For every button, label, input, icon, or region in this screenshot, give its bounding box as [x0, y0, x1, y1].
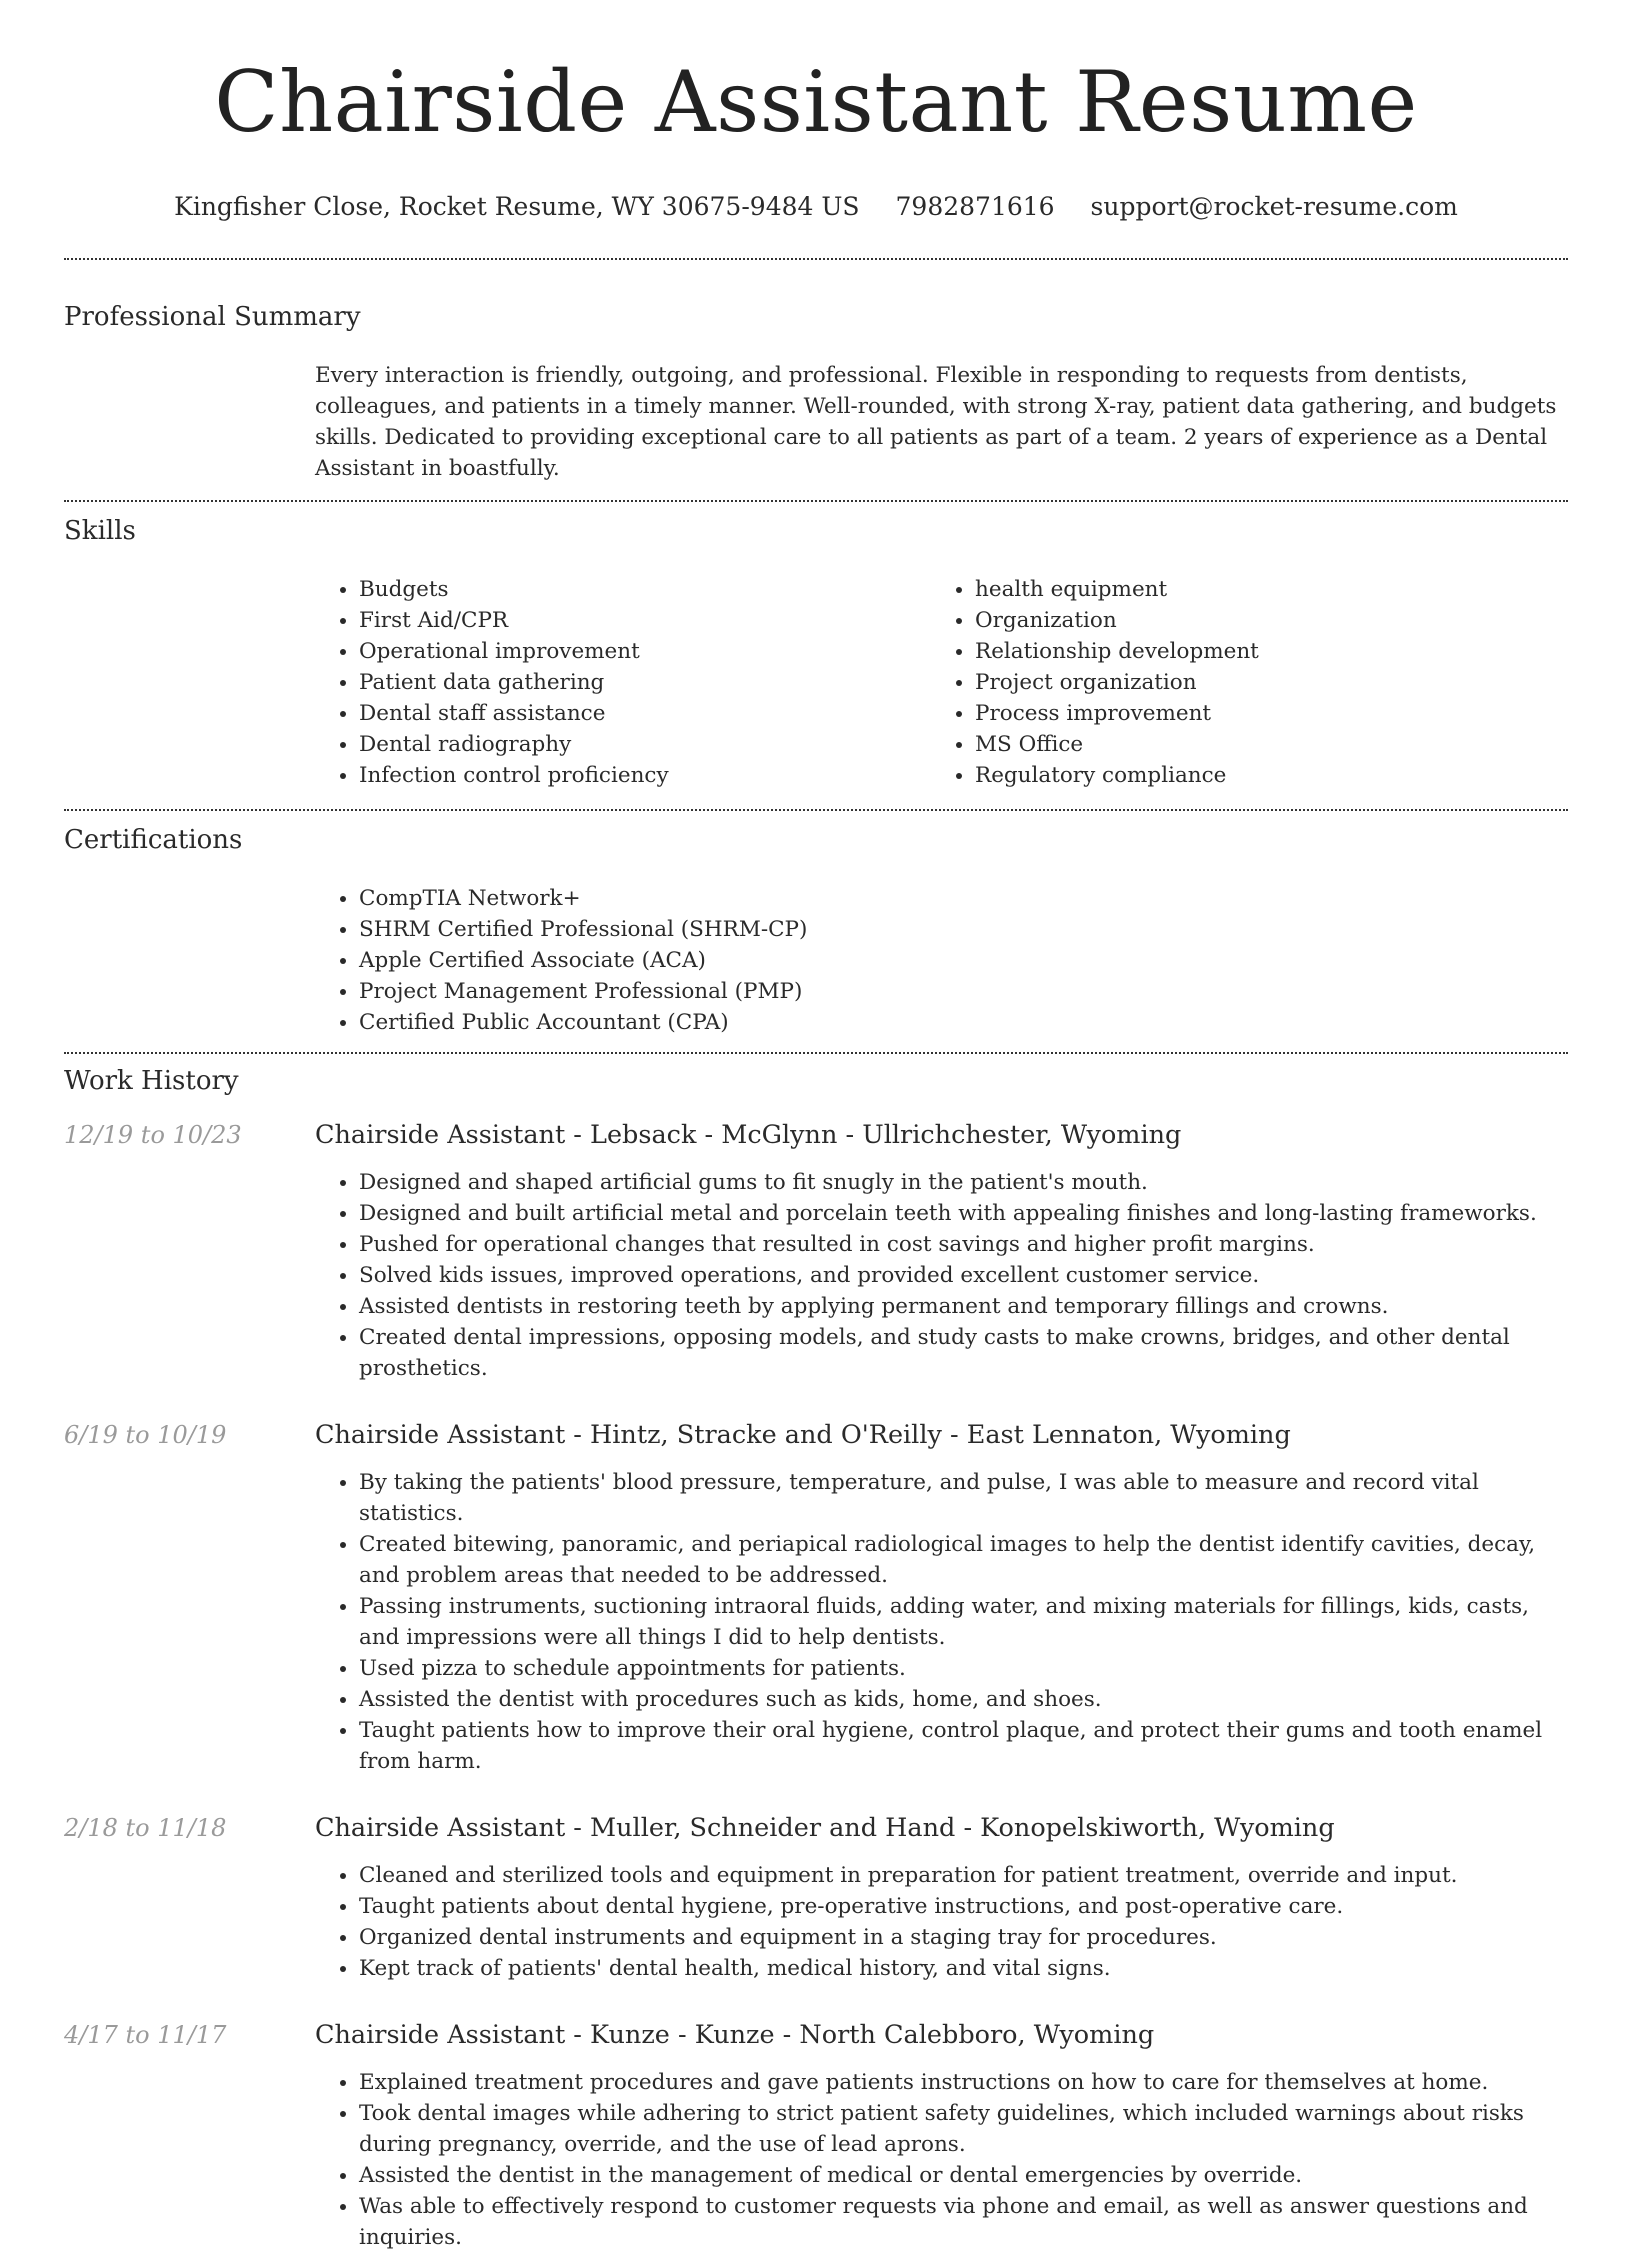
job-title: Chairside Assistant - Kunze - Kunze - North Calebboro, Wyoming: [315, 2020, 1155, 2050]
skills-grid: [315, 574, 1568, 809]
skill-item: • First Aid/CPR: [359, 605, 931, 636]
contact-address: Kingfisher Close, Rocket Resume, WY 30675-9484 US: [174, 192, 860, 221]
skill-item: • Dental staff assistance: [359, 698, 931, 729]
job-body: [315, 1811, 1568, 1984]
skills-column-left: [315, 574, 931, 791]
skill-item: • Regulatory compliance: [975, 760, 1547, 791]
certification-item: • SHRM Certified Professional (SHRM-CP): [359, 914, 1568, 945]
job-bullet: • Assisted the dentist in the management of medical or dental emergencies by override.: [359, 2160, 1568, 2191]
skills-section: [64, 502, 1568, 809]
job-bullet: • Cleaned and sterilized tools and equipment in preparation for patient treatment, override and input.: [359, 1860, 1568, 1891]
skill-item: • Budgets: [359, 574, 931, 605]
certification-item: • CompTIA Network+: [359, 883, 1568, 914]
job-body: [315, 1118, 1568, 1384]
skill-item: • Patient data gathering: [359, 667, 931, 698]
job-bullet: • Organized dental instruments and equipment in a staging tray for procedures.: [359, 1922, 1568, 1953]
job-bullet: • Passing instruments, suctioning intraoral fluids, adding water, and mixing materials for fillings, kids, casts, and impressions were all things I did to help dentists.: [359, 1591, 1568, 1653]
job-bullet: • By taking the patients' blood pressure, temperature, and pulse, I was able to measure and record vital statistics.: [359, 1467, 1568, 1529]
job-entry: [64, 1118, 1568, 1384]
job-dates: 12/19 to 10/23: [64, 1121, 242, 1149]
job-dates: 4/17 to 11/17: [64, 2021, 227, 2049]
job-body: [315, 1418, 1568, 1777]
work-history-heading: Work History: [64, 1066, 239, 1096]
job-bullet: • Solved kids issues, improved operations, and provided excellent customer service.: [359, 1260, 1568, 1291]
work-history-section: [64, 1054, 1568, 2253]
certification-item: • Certified Public Accountant (CPA): [359, 1007, 1568, 1038]
job-entry: [64, 1418, 1568, 1777]
job-dates: 6/19 to 10/19: [64, 1421, 227, 1449]
job-bullet: • Assisted the dentist with procedures such as kids, home, and shoes.: [359, 1684, 1568, 1715]
job-bullet: • Took dental images while adhering to strict patient safety guidelines, which included warnings about risks during pregnancy, override, and the use of lead aprons.: [359, 2098, 1568, 2160]
certification-item: • Apple Certified Associate (ACA): [359, 945, 1568, 976]
certification-item: • Project Management Professional (PMP): [359, 976, 1568, 1007]
skill-item: • Operational improvement: [359, 636, 931, 667]
contact-phone[interactable]: 7982871616: [895, 192, 1055, 221]
job-bullet: • Taught patients about dental hygiene, pre-operative instructions, and post-operative care.: [359, 1891, 1568, 1922]
job-bullet: • Taught patients how to improve their oral hygiene, control plaque, and protect their gums and tooth enamel from harm.: [359, 1715, 1568, 1777]
skill-item: • MS Office: [975, 729, 1547, 760]
job-bullet: • Explained treatment procedures and gave patients instructions on how to care for themselves at home.: [359, 2067, 1568, 2098]
certifications-heading: Certifications: [64, 825, 243, 855]
contact-email[interactable]: support@rocket-resume.com: [1090, 192, 1458, 221]
job-bullet: • Designed and built artificial metal and porcelain teeth with appealing finishes and long-lasting frameworks.: [359, 1198, 1568, 1229]
skill-item: • Infection control proficiency: [359, 760, 931, 791]
job-bullet: • Created bitewing, panoramic, and periapical radiological images to help the dentist identify cavities, decay, and problem areas that needed to be addressed.: [359, 1529, 1568, 1591]
job-title: Chairside Assistant - Lebsack - McGlynn - Ullrichchester, Wyoming: [315, 1120, 1182, 1150]
resume-title: Chairside Assistant Resume: [214, 53, 1418, 151]
contact-line: [64, 190, 1568, 224]
job-body: [315, 2018, 1568, 2253]
job-entry: [64, 2018, 1568, 2253]
job-bullet: • Was able to effectively respond to customer requests via phone and email, as well as answer questions and inquiries.: [359, 2191, 1568, 2253]
job-bullet: • Kept track of patients' dental health, medical history, and vital signs.: [359, 1953, 1568, 1984]
job-bullet: • Created dental impressions, opposing models, and study casts to make crowns, bridges, and other dental prosthetics.: [359, 1322, 1568, 1384]
skill-item: • Organization: [975, 605, 1547, 636]
skills-heading: Skills: [64, 516, 136, 546]
certifications-section: [64, 811, 1568, 1052]
skill-item: • Project organization: [975, 667, 1547, 698]
summary-heading: Professional Summary: [64, 302, 361, 332]
skill-item: • health equipment: [975, 574, 1547, 605]
skills-column-right: [931, 574, 1547, 791]
job-bullet: • Designed and shaped artificial gums to fit snugly in the patient's mouth.: [359, 1167, 1568, 1198]
skill-item: • Process improvement: [975, 698, 1547, 729]
job-bullet: • Assisted dentists in restoring teeth by applying permanent and temporary fillings and crowns.: [359, 1291, 1568, 1322]
job-title: Chairside Assistant - Muller, Schneider and Hand - Konopelskiworth, Wyoming: [315, 1813, 1335, 1843]
skill-item: • Relationship development: [975, 636, 1547, 667]
job-entry: [64, 1811, 1568, 1984]
certifications-list: [315, 883, 1568, 1052]
job-bullet: • Used pizza to schedule appointments for patients.: [359, 1653, 1568, 1684]
summary-section: [64, 260, 1568, 500]
summary-body: [315, 360, 1568, 500]
job-title: Chairside Assistant - Hintz, Stracke and O'Reilly - East Lennaton, Wyoming: [315, 1420, 1291, 1450]
skill-item: • Dental radiography: [359, 729, 931, 760]
job-bullet: • Pushed for operational changes that resulted in cost savings and higher profit margins.: [359, 1229, 1568, 1260]
job-dates: 2/18 to 11/18: [64, 1814, 227, 1842]
summary-text: Every interaction is friendly, outgoing, and professional. Flexible in responding to requests from dentists, colleagues, and patients in a timely manner. Well-rounded, with strong X-ray, patient data gathering, and budgets skills. Dedicated to providing exceptional care to all patients as part of a team. 2 years of experience as a Dental Assistant in boastfully.: [315, 363, 1557, 481]
